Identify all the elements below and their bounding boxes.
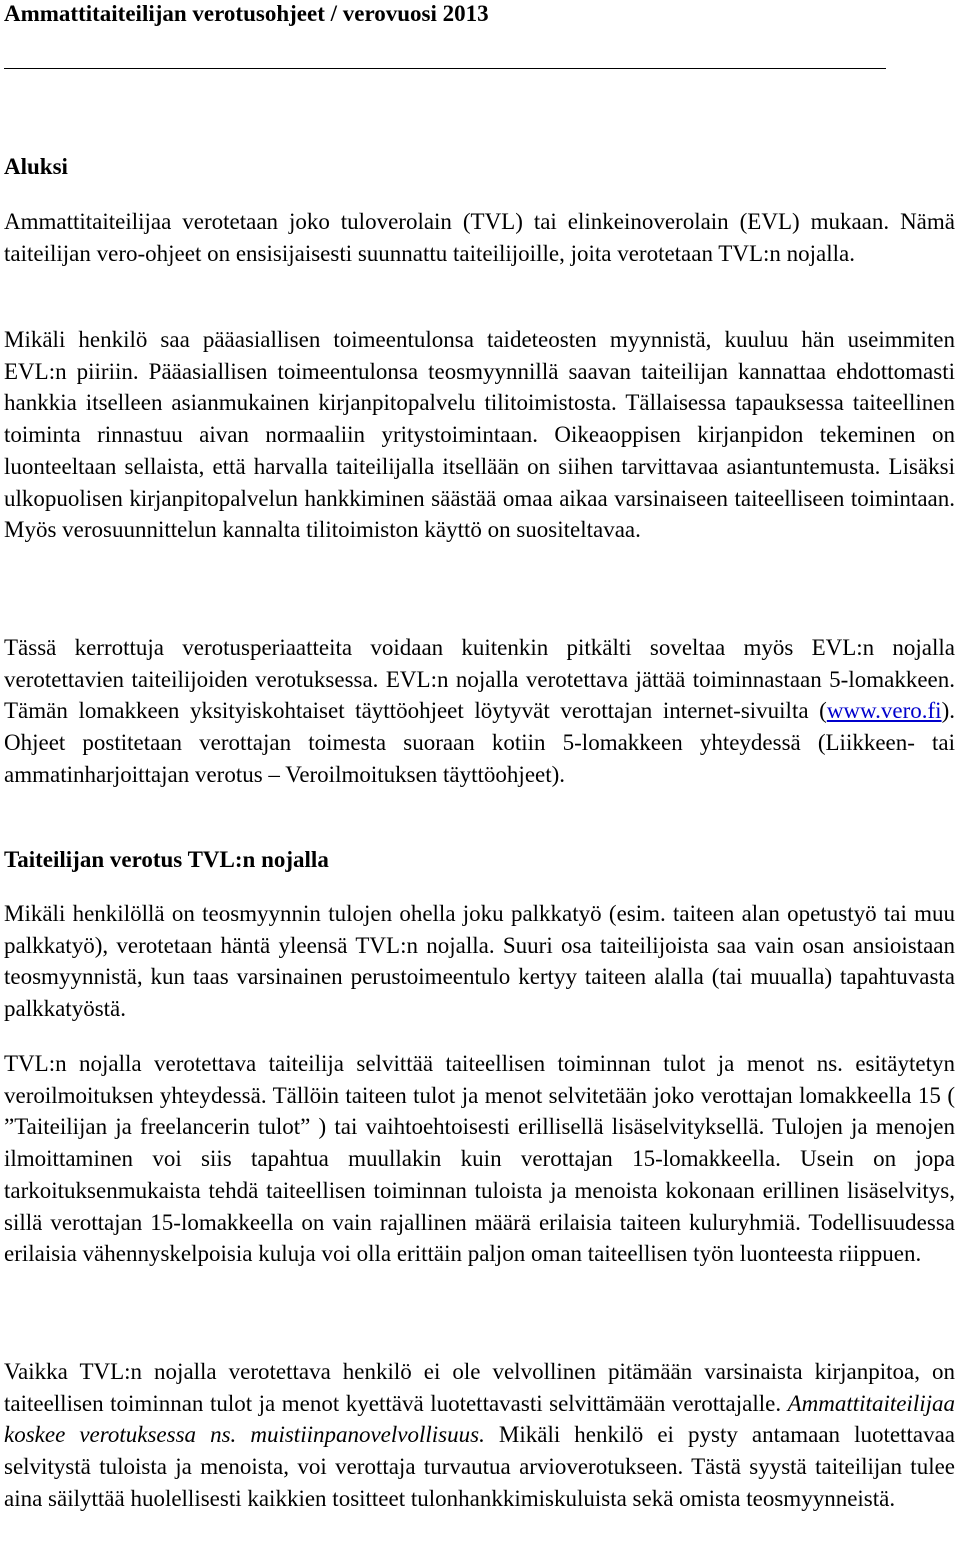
- section-tvl-paragraph-1: [4, 898, 955, 1025]
- section-intro-paragraph-1: [4, 206, 955, 269]
- vero-website-link[interactable]: www.vero.fi: [826, 698, 942, 724]
- section-tvl-paragraph-2: [4, 1048, 955, 1270]
- section-intro-paragraph-3: [4, 632, 955, 791]
- header-divider: [4, 68, 886, 69]
- paragraph-text: Ammattitaiteilijaa verotetaan joko tuloverolain (TVL) tai elinkeinoverolain (EVL) mukaan. Nämä taiteilijan vero-ohjeet on ensisijaisesti suunnattu taiteilijoille, joita verotetaan TVL:n nojalla.: [4, 209, 955, 266]
- paragraph: [4, 1356, 955, 1515]
- paragraph: [4, 324, 955, 546]
- paragraph: [4, 1048, 955, 1270]
- paragraph-text: Mikäli henkilö saa pääasiallisen toimeentulonsa taideteosten myynnistä, kuuluu hän useimmiten EVL:n piiriin. Pääasiallisen toimeentulonsa teosmyynnillä saavan taiteilijan kannattaa ehdottomasti hankkia itselleen asianmukainen kirjanpitopalvelu tilitoimistosta. Tällaisessa tapauksessa taiteellinen toiminta rinnastuu aivan normaaliin yritystoimintaan. Oikeaoppisen kirjanpidon tekeminen on luonteeltaan sellaista, että harvalla taiteilijalla itsellään on siihen tarvittavaa asiantuntemusta. Lisäksi ulkopuolisen kirjanpitopalvelun hankkiminen säästää omaa aikaa varsinaiseen taiteelliseen toimintaan. Myös verosuunnittelun kannalta tilitoimiston käyttö on suositeltavaa.: [4, 327, 955, 543]
- emphasis-text: Ammattitaiteilijaa koskee verotuksessa ns. muistiinpanovelvollisuus.: [4, 1390, 955, 1448]
- document-title: Ammattitaiteilijan verotusohjeet / verovuosi 2013: [4, 1, 489, 26]
- paragraph: [4, 898, 955, 1025]
- paragraph: [4, 206, 955, 269]
- section-intro: [4, 152, 955, 182]
- paragraph-text: Mikäli henkilöllä on teosmyynnin tulojen ohella joku palkkatyö (esim. taiteen alan opetustyö tai muu palkkatyö), verotetaan häntä yleensä TVL:n nojalla. Suuri osa taiteilijoista saa vain osan ansioistaan teosmyynnistä, kun taas varsinainen perustoimeentulo kertyy taiteen alalla (tai muualla) tapahtuvasta palkkatyöstä.: [4, 901, 955, 1022]
- section-heading: Aluksi: [4, 154, 68, 179]
- section-intro-paragraph-2: [4, 324, 955, 546]
- section-tvl: [4, 845, 955, 875]
- paragraph-text: ). Ohjeet postitetaan verottajan toimesta suoraan kotiin 5-lomakkeen yhteydessä (Liikkeen- tai ammatinharjoittajan verotus – Veroilmoituksen täyttöohjeet).: [4, 698, 955, 787]
- section-tvl-paragraph-3: [4, 1356, 955, 1515]
- paragraph-text: Mikäli henkilö ei pysty antamaan luotettavaa selvitystä tuloista ja menoista, voi verottaja turvautua arvioverotukseen. Tästä syystä taiteilijan tulee aina säilyttää huolellisesti kaikkien tositteet tulonhankkimiskuluista sekä omista teosmyynneistä.: [4, 1422, 955, 1511]
- document-header: [4, 1, 489, 27]
- paragraph-text: TVL:n nojalla verotettava taiteilija selvittää taiteellisen toiminnan tulot ja menot ns. esitäytetyn veroilmoituksen yhteydessä. Tällöin taiteen tulot ja menot selvitetään joko verottajan lomakkeella 15 ( ”Taiteilijan ja freelancerin tulot” ) tai vaihtoehtoisesti erillisellä lisäselvityksellä. Tulojen ja menojen ilmoittaminen voi siis tapahtua muullakin kuin verottajan 15-lomakkeella. Usein on jopa tarkoituksenmukaista tehdä taiteellisen toiminnan tuloista ja menoista kokonaan erillinen lisäselvitys, sillä verottajan 15-lomakkeella on vain rajallinen määrä erilaisia taiteen kuluryhmiä. Todellisuudessa erilaisia vähennyskelpoisia kuluja voi olla erittäin paljon oman taiteellisen työn luonteesta riippuen.: [4, 1051, 955, 1267]
- section-heading: Taiteilijan verotus TVL:n nojalla: [4, 847, 329, 872]
- paragraph-text: Vaikka TVL:n nojalla verotettava henkilö ei ole velvollinen pitämään varsinaista kirjanpitoa, on taiteellisen toiminnan tulot ja menot kyettävä luotettavasti selvittämään verottajalle.: [4, 1359, 955, 1416]
- paragraph-text: Tässä kerrottuja verotusperiaatteita voidaan kuitenkin pitkälti soveltaa myös EVL:n nojalla verotettavien taiteilijoiden verotuksessa. EVL:n nojalla verotettava jättää toiminnastaan 5-lomakkeen. Tämän lomakkeen yksityiskohtaiset täyttöohjeet löytyvät verottajan internet-sivuilta (: [4, 635, 955, 724]
- paragraph: [4, 632, 955, 791]
